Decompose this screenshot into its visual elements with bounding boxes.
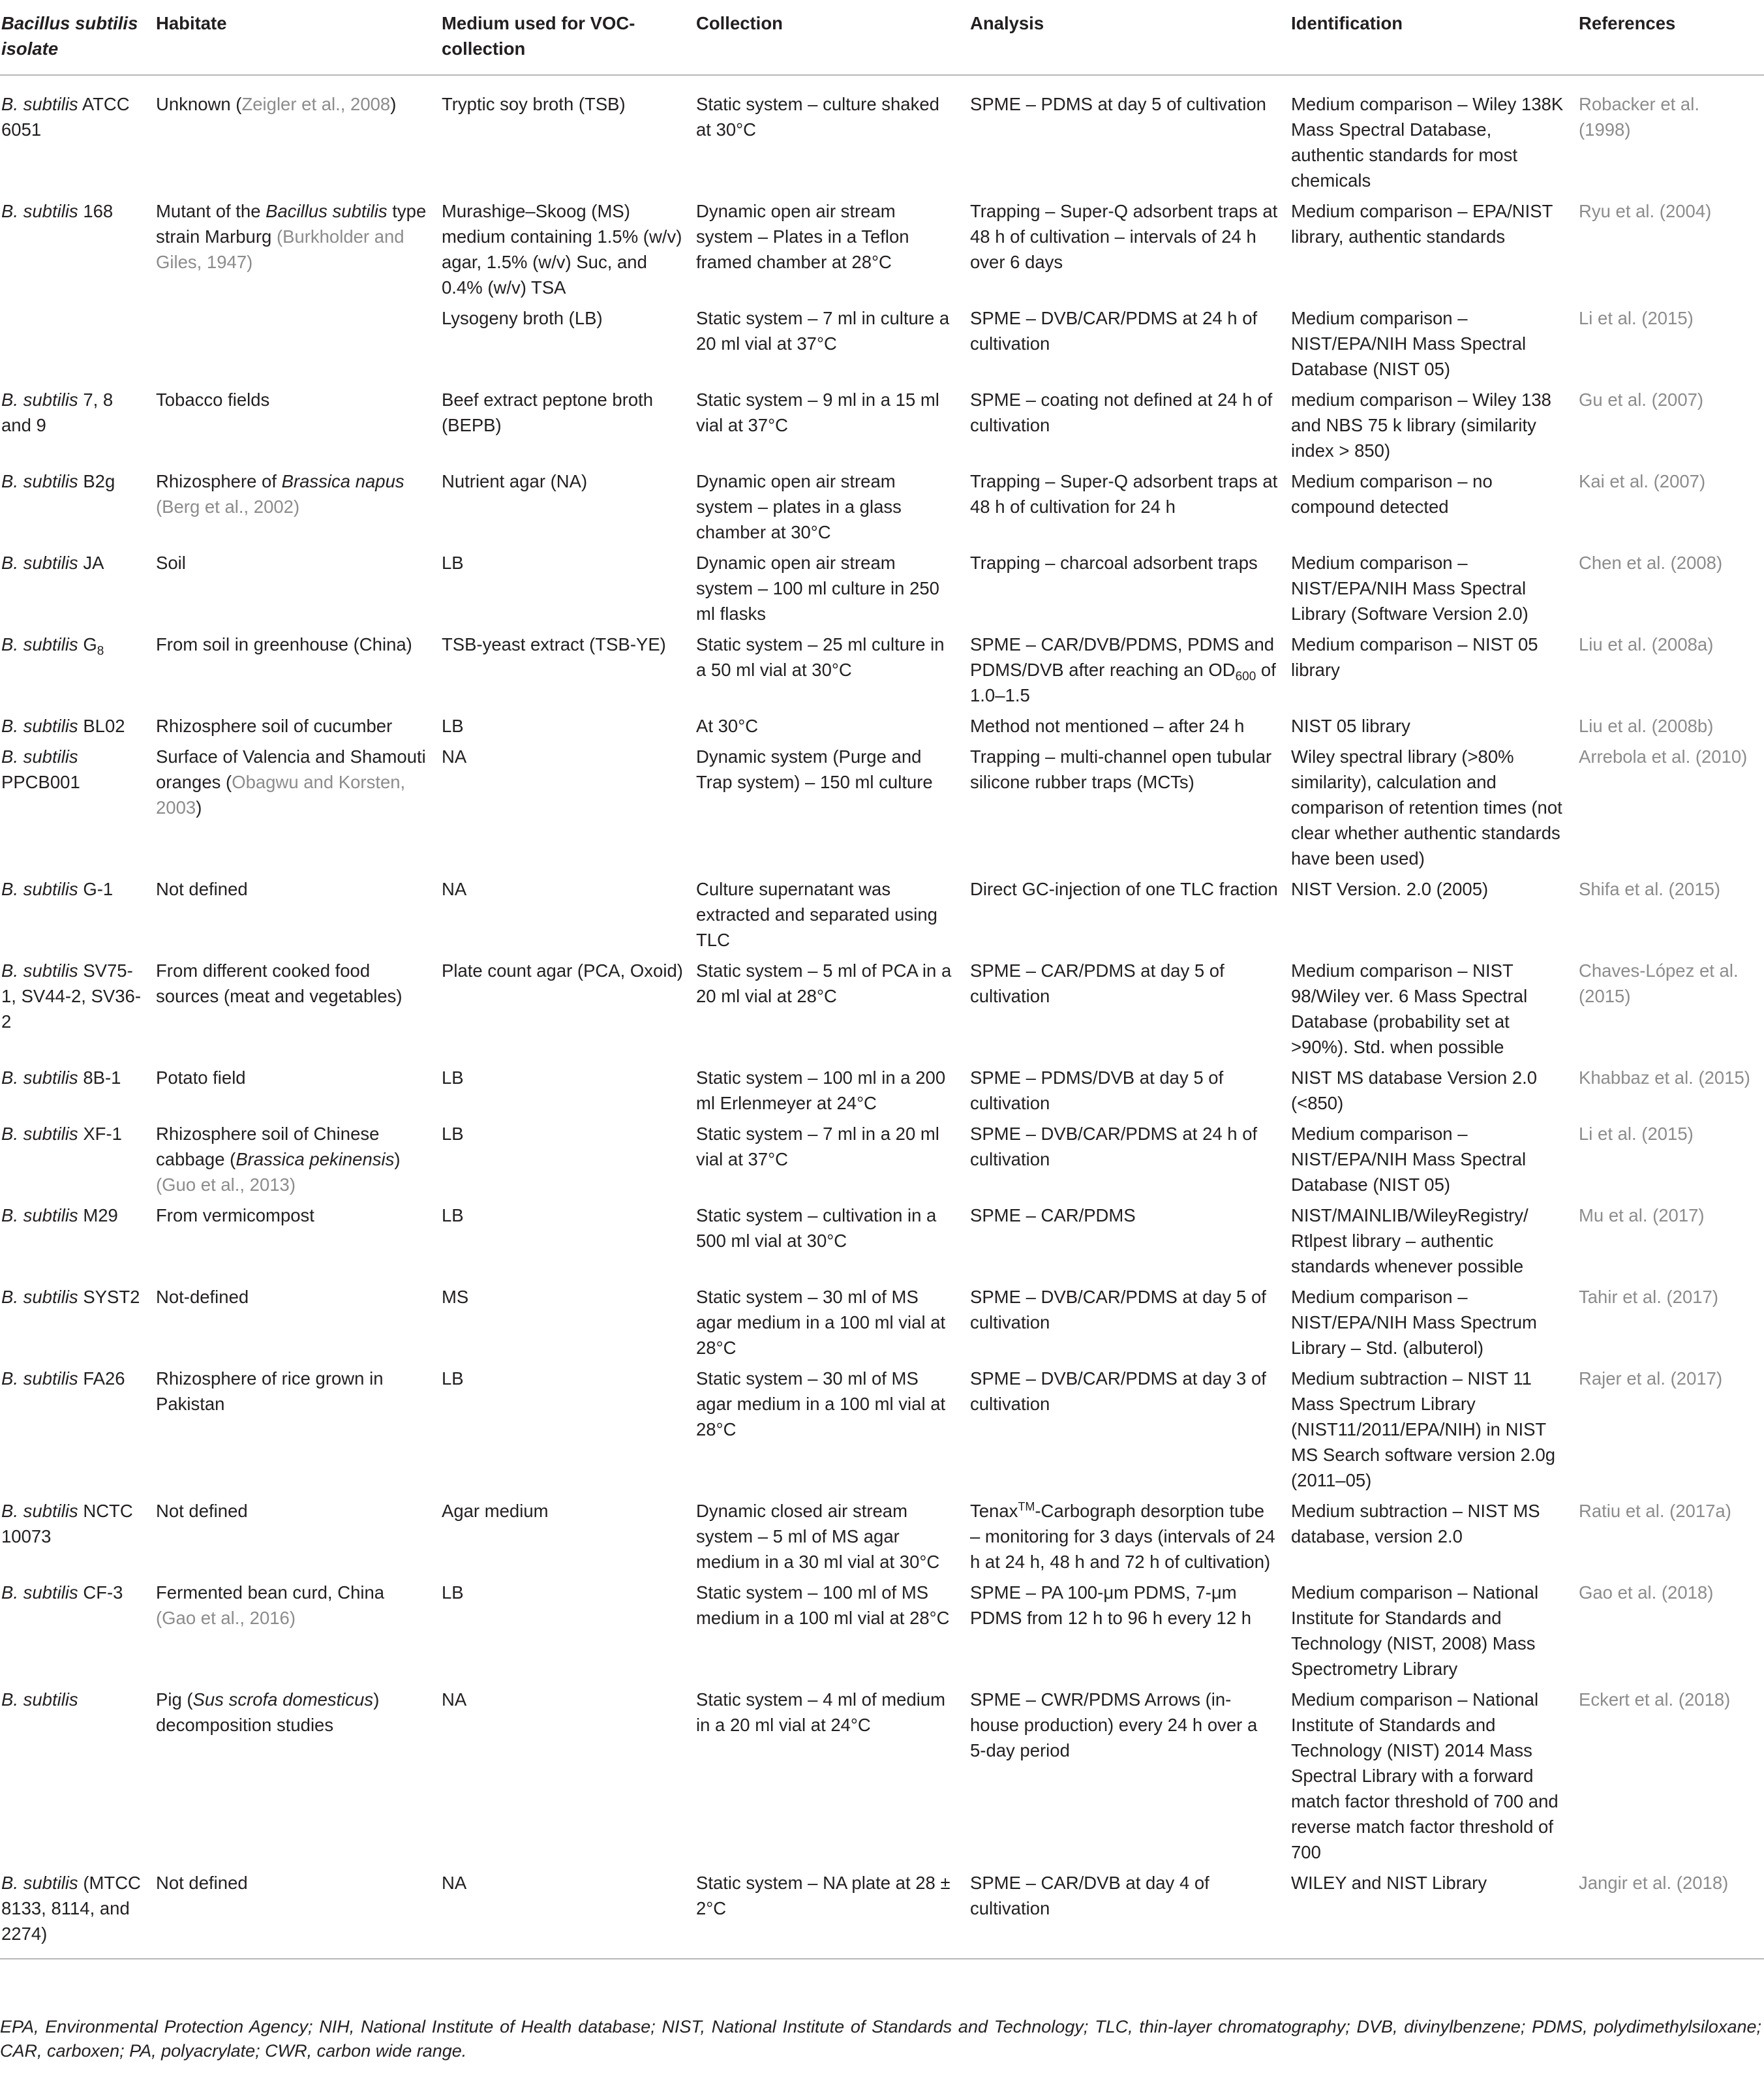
cell-habitat (156, 1121, 442, 1203)
cell-reference[interactable]: Khabbaz et al. (2015) (1579, 1067, 1750, 1088)
header-medium: Medium used for VOC-collection (442, 13, 635, 59)
cell-identification: Medium comparison – NIST 05 library (1291, 634, 1538, 680)
header-habitat: Habitate (156, 13, 227, 33)
table-row (0, 744, 1764, 876)
cell-collection: Dynamic open air stream system – 100 ml culture in 250 ml flasks (696, 553, 939, 624)
strain-id: FA26 (83, 1368, 125, 1389)
cell-collection: Static system – NA plate at 28 ± 2°C (696, 1873, 950, 1918)
cell-medium: LB (442, 716, 464, 736)
strain-id: SYST2 (83, 1287, 140, 1307)
cell-habitat (156, 387, 442, 468)
cell-collection: Static system – 5 ml of PCA in a 20 ml vial at 28°C (696, 960, 952, 1006)
strain-id: NCTC 10073 (1, 1501, 133, 1546)
strain-id: CF-3 (83, 1582, 123, 1603)
cell-habitat (156, 1870, 442, 1959)
cell-analysis: SPME – PDMS/DVB at day 5 of cultivation (970, 1067, 1224, 1113)
table-row (0, 1366, 1764, 1498)
cell-reference[interactable]: Gao et al. (2018) (1579, 1582, 1714, 1603)
cell-identification: NIST/MAINLIB/WileyRegistry/ Rtlpest library – authentic standards whenever possible (1291, 1205, 1528, 1276)
cell-collection: At 30°C (696, 716, 759, 736)
species-name: B. subtilis (1, 390, 78, 410)
cell-collection: Culture supernatant was extracted and separated using TLC (696, 879, 937, 950)
table-row (0, 958, 1764, 1065)
species-name: Bacillus subtilis (266, 201, 388, 221)
cell-identification: Wiley spectral library (>80% similarity), calculation and comparison of retention times (not clear whether authentic standards have been used) (1291, 746, 1562, 868)
cell-identification: Medium comparison – EPA/NIST library, authentic standards (1291, 201, 1553, 247)
cell-reference[interactable]: Tahir et al. (2017) (1579, 1287, 1718, 1307)
cell-medium: LB (442, 553, 464, 573)
cell-isolate (0, 1203, 156, 1284)
table-row (0, 632, 1764, 713)
strain-id: (MTCC 8133, 8114, and 2274) (1, 1873, 141, 1944)
cell-habitat (156, 468, 442, 550)
species-name: B. subtilis (1, 1067, 78, 1088)
cell-collection: Static system – 7 ml in a 20 ml vial at 37°C (696, 1124, 939, 1169)
cell-collection: Static system – culture shaked at 30°C (696, 94, 939, 140)
cell-identification: Medium comparison – no compound detected (1291, 471, 1493, 517)
table-row (0, 713, 1764, 744)
cell-habitat (156, 1580, 442, 1687)
habitat-text: Unknown ( (156, 94, 242, 114)
cell-isolate (0, 468, 156, 550)
cell-medium: LB (442, 1368, 464, 1389)
table-row (0, 550, 1764, 632)
cell-medium: LB (442, 1067, 464, 1088)
habitat-text: Not defined (156, 1873, 248, 1893)
cell-isolate (0, 958, 156, 1065)
cell-habitat (156, 713, 442, 744)
species-name: B. subtilis (1, 471, 78, 491)
cell-medium: Nutrient agar (NA) (442, 471, 588, 491)
habitat-text: From vermicompost (156, 1205, 314, 1225)
cell-collection: Static system – 100 ml in a 200 ml Erlenmeyer at 24°C (696, 1067, 946, 1113)
cell-identification: WILEY and NIST Library (1291, 1873, 1487, 1893)
species-name: B. subtilis (1, 1873, 78, 1893)
od-label: $OD_{600}$ (1208, 660, 1256, 684)
cell-isolate (0, 1284, 156, 1366)
cell-identification: Medium comparison – NIST/EPA/NIH Mass Spectral Database (NIST 05) (1291, 1124, 1527, 1195)
cell-collection: Dynamic open air stream system – Plates in a Teflon framed chamber at 28°C (696, 201, 909, 272)
strain-id: 7, 8 and 9 (1, 390, 114, 435)
cell-identification: Medium comparison – National Institute of Standards and Technology (NIST) 2014 Mass Spectral Library with a forward match factor threshold of 700 and reverse match factor threshold of 700 (1291, 1689, 1559, 1862)
cell-habitat (156, 744, 442, 876)
cell-reference[interactable]: Eckert et al. (2018) (1579, 1689, 1731, 1710)
header-analysis: Analysis (970, 13, 1044, 33)
cell-analysis: Trapping – Super-Q adsorbent traps at 48 h of cultivation for 24 h (970, 471, 1278, 517)
cell-reference[interactable]: Liu et al. (2008b) (1579, 716, 1714, 736)
cell-collection: Static system – 9 ml in a 15 ml vial at 37°C (696, 390, 939, 435)
species-name: B. subtilis (1, 201, 78, 221)
cell-identification: Medium subtraction – NIST MS database, version 2.0 (1291, 1501, 1540, 1546)
table-row (0, 1580, 1764, 1687)
cell-reference[interactable]: Chaves-López et al. (2015) (1579, 960, 1739, 1006)
citation-link[interactable]: Zeigler et al., 2008 (241, 94, 391, 114)
cell-collection: Static system – 30 ml of MS agar medium in a 100 ml vial at 28°C (696, 1368, 946, 1439)
cell-analysis: SPME – PA 100-μm PDMS, 7-μm PDMS from 12 h to 96 h every 12 h (970, 1582, 1252, 1628)
habitat-text: From soil in greenhouse (China) (156, 634, 412, 654)
cell-isolate (0, 1580, 156, 1687)
cell-identification: Medium comparison – NIST/EPA/NIH Mass Spectral Library (Software Version 2.0) (1291, 553, 1528, 624)
cell-isolate (0, 876, 156, 958)
cell-identification: Medium subtraction – NIST 11 Mass Spectrum Library (NIST11/2011/EPA/NIH) in NIST MS Search software version 2.0g (2011–05) (1291, 1368, 1556, 1490)
cell-collection: Static system – 7 ml in culture a 20 ml vial at 37°C (696, 308, 950, 354)
citation-link[interactable]: (Burkholder and Giles, 1947) (156, 226, 404, 272)
cell-isolate (0, 1065, 156, 1121)
cell-analysis: SPME – CAR/PDMS at day 5 of cultivation (970, 960, 1224, 1006)
species-name: B. subtilis (1, 1368, 78, 1389)
cell-medium: Agar medium (442, 1501, 549, 1521)
cell-habitat (156, 550, 442, 632)
cell-identification: Medium comparison – NIST/EPA/NIH Mass Spectral Database (NIST 05) (1291, 308, 1527, 379)
species-name: Brassica pekinensis (236, 1149, 395, 1169)
citation-link[interactable]: (Guo et al., 2013) (156, 1175, 296, 1195)
cell-analysis: SPME – DVB/CAR/PDMS at day 5 of cultivation (970, 1287, 1266, 1332)
cell-medium: Murashige–Skoog (MS) medium containing 1.5% (w/v) agar, 1.5% (w/v) Suc, and 0.4% (w/v) TSA (442, 201, 682, 298)
strain-id: XF-1 (83, 1124, 122, 1144)
table-row (0, 876, 1764, 958)
table-body (0, 75, 1764, 1959)
cell-habitat (156, 1366, 442, 1498)
habitat-text: ) (390, 94, 397, 114)
habitat-text: Rhizosphere soil of cucumber (156, 716, 393, 736)
cell-reference[interactable]: Arrebola et al. (2010) (1579, 746, 1748, 767)
cell-reference[interactable]: Li et al. (2015) (1579, 1124, 1694, 1144)
cell-habitat (156, 305, 442, 387)
habitat-text: Not defined (156, 879, 248, 899)
cell-analysis: Tenax™-Carbograph desorption tube – monitoring for 3 days (intervals of 24 h at 24 h, 48 h and 72 h of cultivation) (970, 1499, 1275, 1572)
cell-collection: Static system – 30 ml of MS agar medium in a 100 ml vial at 28°C (696, 1287, 946, 1358)
habitat-text: Surface of Valencia and Shamouti oranges ( (156, 746, 426, 792)
header-references: References (1579, 13, 1676, 33)
strain-id: 168 (83, 201, 114, 221)
cell-medium: NA (442, 1873, 467, 1893)
species-name: Sus scrofa domesticus (192, 1689, 374, 1710)
habitat-text: ) (196, 797, 202, 818)
cell-analysis: Direct GC-injection of one TLC fraction (970, 879, 1278, 899)
cell-analysis: SPME – CAR/DVB/PDMS, PDMS and PDMS/DVB after reaching an $OD_{600}$ of 1.0–1.5 (970, 634, 1276, 705)
cell-habitat (156, 958, 442, 1065)
cell-reference[interactable]: Rajer et al. (2017) (1579, 1368, 1723, 1389)
cell-analysis: SPME – PDMS at day 5 of cultivation (970, 94, 1266, 114)
cell-medium: TSB-yeast extract (TSB-YE) (442, 634, 666, 654)
strain-id: G-1 (83, 879, 114, 899)
cell-isolate (0, 550, 156, 632)
cell-analysis: Trapping – multi-channel open tubular silicone rubber traps (MCTs) (970, 746, 1272, 792)
habitat-text: type strain Marburg (156, 201, 427, 247)
cell-habitat (156, 1203, 442, 1284)
cell-analysis: SPME – CAR/DVB at day 4 of cultivation (970, 1873, 1209, 1918)
cell-reference[interactable]: Liu et al. (2008a) (1579, 634, 1714, 654)
cell-isolate (0, 1366, 156, 1498)
cell-habitat (156, 1284, 442, 1366)
cell-collection: Static system – 100 ml of MS medium in a 100 ml vial at 28°C (696, 1582, 950, 1628)
strain-id: ATCC 6051 (1, 94, 130, 140)
cell-medium: NA (442, 746, 467, 767)
cell-isolate (0, 387, 156, 468)
habitat-text: Not defined (156, 1501, 248, 1521)
cell-reference[interactable]: Ratiu et al. (2017a) (1579, 1501, 1731, 1521)
habitat-text: Potato field (156, 1067, 246, 1088)
strain-id: PPCB001 (1, 772, 80, 792)
cell-isolate (0, 1498, 156, 1580)
habitat-text: Rhizosphere of (156, 471, 282, 491)
species-name: B. subtilis (1, 634, 78, 654)
cell-medium: Beef extract peptone broth (BEPB) (442, 390, 654, 435)
cell-habitat (156, 198, 442, 305)
cell-collection: Static system – cultivation in a 500 ml vial at 30°C (696, 1205, 937, 1251)
cell-medium: Lysogeny broth (LB) (442, 308, 603, 328)
cell-reference[interactable]: Jangir et al. (2018) (1579, 1873, 1729, 1893)
cell-analysis: SPME – DVB/CAR/PDMS at 24 h of cultivation (970, 1124, 1258, 1169)
strain-id: BL02 (83, 716, 125, 736)
header-identification: Identification (1291, 13, 1403, 33)
cell-analysis: Trapping – charcoal adsorbent traps (970, 553, 1258, 573)
habitat-text: Fermented bean curd, China (156, 1582, 385, 1603)
species-name: B. subtilis (1, 1501, 78, 1521)
cell-identification: Medium comparison – NIST 98/Wiley ver. 6 Mass Spectral Database (probability set at >90%). Std. when possible (1291, 960, 1528, 1057)
strain-id: M29 (83, 1205, 118, 1225)
habitat-text: Soil (156, 553, 186, 573)
cell-isolate (0, 75, 156, 198)
habitat-text: Pig ( (156, 1689, 193, 1710)
cell-habitat (156, 1065, 442, 1121)
habitat-text: Rhizosphere soil of Chinese cabbage ( (156, 1124, 380, 1169)
table-header (0, 0, 1764, 75)
species-name: B. subtilis (1, 1689, 78, 1710)
cell-medium: Plate count agar (PCA, Oxoid) (442, 960, 683, 981)
cell-reference[interactable]: Robacker et al. (1998) (1579, 94, 1699, 140)
habitat-text: ) decomposition studies (156, 1689, 380, 1735)
cell-isolate (0, 744, 156, 876)
cell-isolate (0, 305, 156, 387)
cell-medium: Tryptic soy broth (TSB) (442, 94, 626, 114)
cell-analysis: SPME – DVB/CAR/PDMS at 24 h of cultivation (970, 308, 1258, 354)
cell-medium: LB (442, 1205, 464, 1225)
cell-medium: MS (442, 1287, 469, 1307)
cell-medium: NA (442, 1689, 467, 1710)
table-row (0, 1203, 1764, 1284)
species-name: B. subtilis (1, 960, 78, 981)
cell-analysis: SPME – CWR/PDMS Arrows (in-house production) every 24 h over a 5-day period (970, 1689, 1258, 1760)
strain-id: SV75-1, SV44-2, SV36-2 (1, 960, 142, 1032)
table-row (0, 468, 1764, 550)
cell-identification: NIST 05 library (1291, 716, 1410, 736)
table-row (0, 1870, 1764, 1959)
species-name: B. subtilis (1, 716, 78, 736)
species-name: B. subtilis (1, 879, 78, 899)
table-row (0, 75, 1764, 198)
header-collection: Collection (696, 13, 783, 33)
species-name: Brassica napus (281, 471, 404, 491)
cell-collection: Static system – 25 ml culture in a 50 ml vial at 30°C (696, 634, 945, 680)
species-name: B. subtilis (1, 746, 78, 767)
cell-isolate (0, 1687, 156, 1870)
cell-reference[interactable]: Chen et al. (2008) (1579, 553, 1723, 573)
strain-id: B2g (83, 471, 115, 491)
cell-collection: Dynamic open air stream system – plates in a glass chamber at 30°C (696, 471, 902, 542)
cell-analysis: SPME – CAR/PDMS (970, 1205, 1136, 1225)
strain-id: JA (83, 553, 104, 573)
cell-reference[interactable]: Gu et al. (2007) (1579, 390, 1704, 410)
habitat-text: ) (394, 1149, 401, 1169)
cell-reference[interactable]: Kai et al. (2007) (1579, 471, 1706, 491)
habitat-text: Tobacco fields (156, 390, 270, 410)
species-name: B. subtilis (1, 553, 78, 573)
cell-isolate (0, 632, 156, 713)
habitat-text: From different cooked food sources (meat and vegetables) (156, 960, 403, 1006)
cell-medium: LB (442, 1124, 464, 1144)
table-row (0, 1065, 1764, 1121)
cell-analysis: Method not mentioned – after 24 h (970, 716, 1245, 736)
species-name: B. subtilis (1, 1582, 78, 1603)
species-name: B. subtilis (1, 1205, 78, 1225)
strain-id: 8B-1 (83, 1067, 121, 1088)
habitat-text: Mutant of the (156, 201, 266, 221)
table-row (0, 198, 1764, 305)
table-row (0, 1687, 1764, 1870)
table-footnote: EPA, Environmental Protection Agency; NIH, National Institute of Health database; NIST, National Institute of Standards and Technology; TLC, thin-layer chromatography; DVB, divinylbenzene; PDMS, polydimethylsiloxane; CAR, carboxen; PA, polyacrylate; CWR, carbon wide range. (0, 2017, 1761, 2061)
cell-analysis: Trapping – Super-Q adsorbent traps at 48 h of cultivation – intervals of 24 h over 6 days (970, 201, 1278, 272)
cell-habitat (156, 1687, 442, 1870)
header-isolate: Bacillus subtilis isolate (1, 13, 138, 59)
cell-reference[interactable]: Shifa et al. (2015) (1579, 879, 1721, 899)
cell-habitat (156, 75, 442, 198)
species-name: B. subtilis (1, 1124, 78, 1144)
cell-collection: Dynamic system (Purge and Trap system) – 150 ml culture (696, 746, 933, 792)
cell-isolate (0, 1870, 156, 1959)
habitat-text: Not-defined (156, 1287, 249, 1307)
table-row (0, 1284, 1764, 1366)
cell-isolate (0, 713, 156, 744)
citation-link[interactable]: (Berg et al., 2002) (156, 497, 300, 517)
cell-analysis: SPME – coating not defined at 24 h of cultivation (970, 390, 1273, 435)
cell-analysis: SPME – DVB/CAR/PDMS at day 3 of cultivation (970, 1368, 1266, 1414)
cell-reference[interactable]: Ryu et al. (2004) (1579, 201, 1712, 221)
cell-identification: Medium comparison – NIST/EPA/NIH Mass Spectrum Library – Std. (albuterol) (1291, 1287, 1537, 1358)
cell-habitat (156, 632, 442, 713)
cell-collection: Dynamic closed air stream system – 5 ml of MS agar medium in a 30 ml vial at 30°C (696, 1501, 940, 1572)
cell-collection: Static system – 4 ml of medium in a 20 ml vial at 24°C (696, 1689, 946, 1735)
cell-habitat (156, 1498, 442, 1580)
strain-id: $G_8$ (83, 634, 104, 658)
cell-identification: NIST Version. 2.0 (2005) (1291, 879, 1489, 899)
cell-habitat (156, 876, 442, 958)
citation-link[interactable]: (Gao et al., 2016) (156, 1608, 296, 1628)
table-row (0, 1498, 1764, 1580)
cell-reference[interactable]: Li et al. (2015) (1579, 308, 1694, 328)
cell-identification: medium comparison – Wiley 138 and NBS 75 k library (similarity index > 850) (1291, 390, 1551, 461)
table-row (0, 1121, 1764, 1203)
cell-isolate (0, 1121, 156, 1203)
habitat-text: Rhizosphere of rice grown in Pakistan (156, 1368, 384, 1414)
species-name: B. subtilis (1, 1287, 78, 1307)
cell-identification: Medium comparison – National Institute for Standards and Technology (NIST, 2008) Mass Spectrometry Library (1291, 1582, 1539, 1679)
cell-medium: LB (442, 1582, 464, 1603)
citation-link[interactable]: Obagwu and Korsten, 2003 (156, 772, 406, 818)
table-row (0, 305, 1764, 387)
cell-identification: NIST MS database Version 2.0 (<850) (1291, 1067, 1538, 1113)
table-row (0, 387, 1764, 468)
species-name: B. subtilis (1, 94, 78, 114)
cell-isolate (0, 198, 156, 305)
cell-identification: Medium comparison – Wiley 138K Mass Spectral Database, authentic standards for most chemicals (1291, 94, 1564, 191)
cell-reference[interactable]: Mu et al. (2017) (1579, 1205, 1705, 1225)
cell-medium: NA (442, 879, 467, 899)
